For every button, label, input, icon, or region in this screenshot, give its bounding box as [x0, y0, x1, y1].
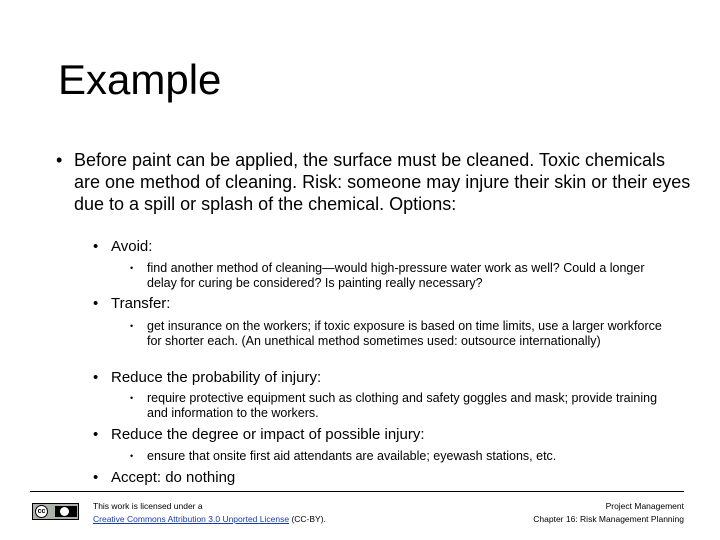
attribution-icon — [55, 506, 77, 517]
chapter-title: Chapter 16: Risk Management Planning — [533, 514, 684, 524]
bullet-icon: • — [56, 150, 63, 170]
cc-icon: cc — [35, 505, 48, 518]
footer-divider — [30, 491, 684, 492]
option-label: Reduce the probability of injury: — [111, 369, 322, 386]
license-prefix: This work is licensed under a — [93, 501, 203, 511]
option-label: Transfer: — [111, 295, 171, 312]
license-suffix: (CC-BY). — [291, 514, 326, 524]
bullet-icon: • — [130, 263, 134, 273]
option-label: Avoid: — [111, 238, 153, 255]
slide-title: Example — [58, 56, 222, 103]
cc-by-license-icon — [32, 503, 79, 520]
main-bullet-text: Before paint can be applied, the surface must be cleaned. Toxic chemicals are one method of cleaning. Risk: someone may injure their skin or their eyes due to a spill or splash of the chemical. Options: — [74, 150, 691, 214]
bullet-icon: • — [93, 295, 99, 312]
option-label: Reduce the degree or impact of possible injury: — [111, 426, 425, 443]
option-label: Accept: do nothing — [111, 469, 236, 486]
course-info — [533, 500, 684, 526]
license-link[interactable]: Creative Commons Attribution 3.0 Unported License — [93, 514, 290, 524]
option-detail: ensure that onsite first aid attendants are available; eyewash stations, etc. — [147, 449, 557, 463]
option-detail: find another method of cleaning—would high-pressure water work as well? Could a longer delay for curing be considered? Is painting really necessary? — [147, 261, 645, 290]
bullet-icon: • — [130, 393, 134, 403]
option-detail: get insurance on the workers; if toxic exposure is based on time limits, use a larger workforce for shorter each. (An unethical method sometimes used: outsource internationally) — [147, 319, 662, 348]
bullet-icon: • — [130, 451, 134, 461]
bullet-icon: • — [93, 426, 99, 443]
course-title: Project Management — [605, 501, 684, 511]
option-detail: require protective equipment such as clothing and safety goggles and mask; provide training and information to the workers. — [147, 391, 658, 420]
license-notice — [93, 500, 326, 526]
bullet-icon: • — [130, 321, 134, 331]
bullet-icon: • — [93, 469, 99, 486]
bullet-icon: • — [93, 369, 99, 386]
bullet-icon: • — [93, 238, 99, 255]
